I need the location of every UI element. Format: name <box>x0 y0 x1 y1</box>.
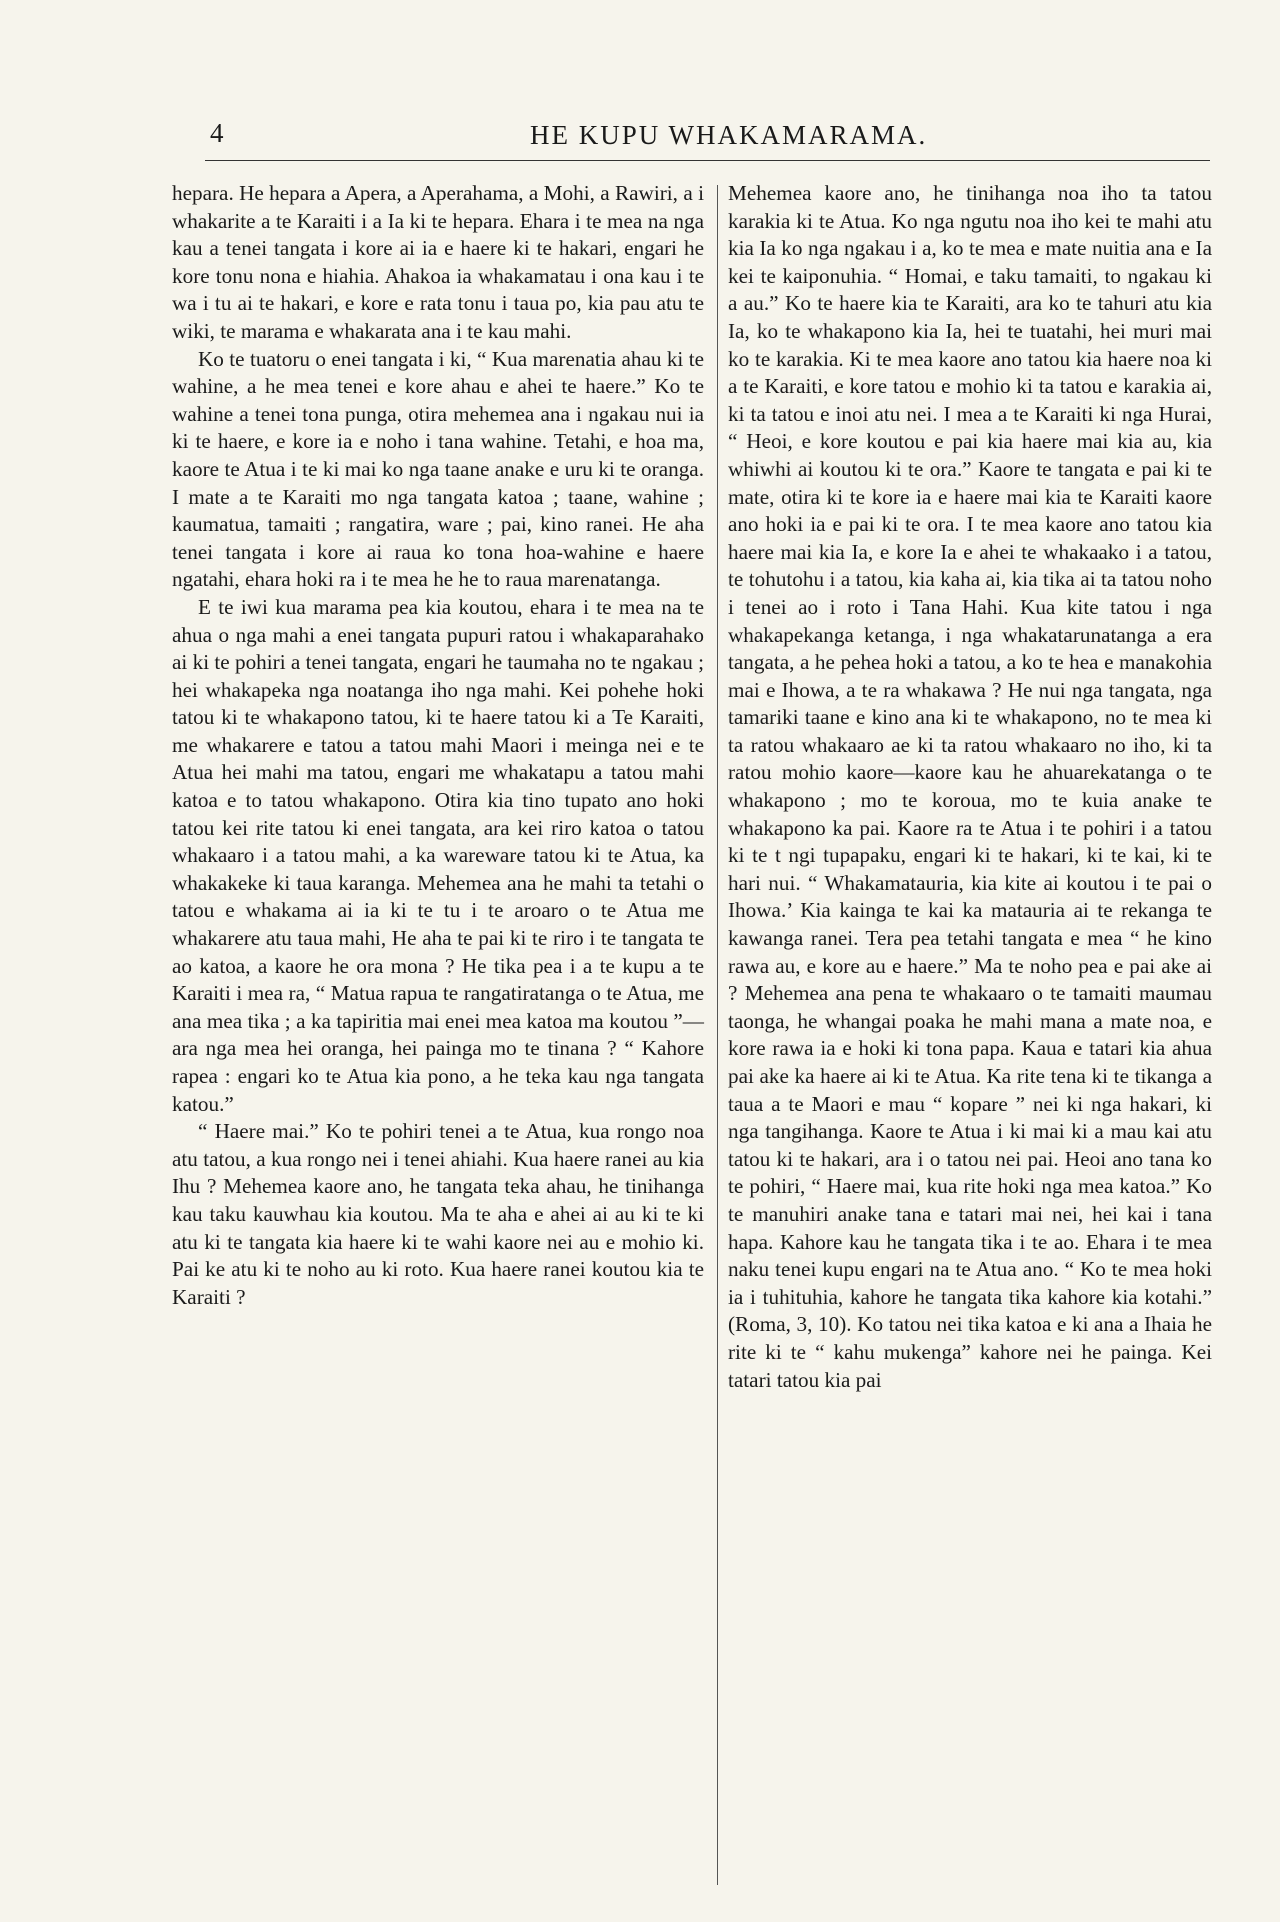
header-rule <box>205 160 1210 161</box>
paragraph: Mehemea kaore ano, he tinihanga noa iho ta tatou karakia ki te Atua. Ko nga ngutu noa iho kei te mahi atu kia Ia ko nga ngakau i a, ko te mea e mate nuitia ana e Ia kei te kaiponuhia. “ Homai, e taku tamaiti, to ngakau ki a au.” Ko te haere kia te Karaiti, ara ko te tahuri atu kia Ia, ko te whakapono kia Ia, hei te tuatahi, hei muri mai ko te karakia. Ki te mea kaore ano tatou kia haere noa ki a te Karaiti, e kore tatou e mohio ki ta tatou e karakia ai, ki ta tatou e inoi atu nei. I mea a te Karaiti ki nga Hurai, “ Heoi, e kore koutou e pai kia haere mai kia au, kia whiwhi ai koutou ki te ora.” Kaore te tangata e pai ki te mate, otira ki te kore ia e haere mai kia te Karaiti kaore ano hoki ia e pai ki te ora. I te mea kaore ano tatou kia haere mai kia Ia, e kore Ia e ahei te whakaako i a tatou, te tohutohu i a tatou, kia kaha ai, kia tika ai ta tatou noho i tenei ao i roto i Tana Hahi. Kua kite tatou i nga whakapekanga ketanga, i nga whakatarunatanga a era tangata, a he pehea hoki a tatou, a ko te hea e manakohia mai e Ihowa, a te ra whakawa ? He nui nga tangata, nga tamariki taane e kino ana ki te whakapono, no te mea ki ta ratou whakaaro ae ki ta ratou whakaaro no iho, ki ta ratou mohio kaore—kaore kau he ahuarekatanga o te whakapono ; mo te koroua, mo te kuia anake te whakapono ka pai. Kaore ra te Atua i te pohiri i a tatou ki te t ngi tupapaku, engari ki te hakari, ki te kai, ki te hari nui. “ Whakamatauria, kia kite ai koutou i te pai o Ihowa.’ Kia kainga te kai ka matauria ai te rekanga te kawanga ranei. Tera pea tetahi tangata e mea “ he kino rawa au, e kore au e haere.” Ma te noho pea e pai ake ai ? Mehemea ana pena te whakaaro o te tamaiti maumau taonga, he whangai poaka he mahi mana a mate noa, e kore rawa ia e hoki ki tona papa. Kaua e tatari kia ahua pai ake ka haere ai ki te Atua. Ka rite tena ki te tikanga a taua a te Maori e mau “ kopare ” nei ki nga hakari, ki nga tangihanga. Kaore te Atua i ki mai ki a mau kai atu tatou ki te hakari, ara i o tatou nei pai. Heoi ano tana ko te pohiri, “ Haere mai, kua rite hoki nga mea katoa.” Ko te manuhiri anake tana e tatari mai nei, hei kai i tana hapa. Kahore kau he tangata tika i te ao. Ehara i te mea naku tenei kupu engari na te Atua ano. “ Ko te mea hoki ia i tuhituhia, kahore he tangata tika kahore kia kotahi.” (Roma, 3, 10). Ko tatou nei tika katoa e ki ana a Ihaia he rite ki te “ kahu mukenga” kahore nei he painga. Kei tatari tatou kia pai <box>728 181 1212 1392</box>
running-title: HE KUPU WHAKAMARAMA. <box>530 120 928 150</box>
right-column <box>728 180 1212 1394</box>
paragraph: Ko te tuatoru o enei tangata i ki, “ Kua marenatia ahau ki te wahine, a he mea tenei e kore ahau e ahei te haere.” Ko te wahine a tenei tona punga, otira mehemea ana i ngakau nui ia ki te haere, e kore ia e noho i tana wahine. Tetahi, e hoa ma, kaore te Atua i te ki mai ko nga taane anake e uru ki te oranga. I mate a te Karaiti mo nga tangata katoa ; taane, wahine ; kaumatua, tamaiti ; rangatira, ware ; pai, kino ranei. He aha tenei tangata i kore ai raua ko tona hoa-wahine e haere ngatahi, ehara hoki ra i te mea he he to raua marenatanga. <box>172 346 704 592</box>
column-divider <box>717 185 718 1885</box>
paragraph: hepara. He hepara a Apera, a Aperahama, a Mohi, a Rawiri, a i whakarite a te Karaiti i a Ia ki te hepara. Ehara i te mea na nga kau a tenei tangata i kore ai ia e haere ki te hakari, engari he kore tonu nona e hiahia. Ahakoa ia whakamatau i ona kau i te wa i tu ai te hakari, e kore e rata tonu i taua po, kia pau atu te wiki, te marama e whakarata ana i te kau mahi. <box>172 181 704 343</box>
left-column <box>172 180 704 1311</box>
paragraph: E te iwi kua marama pea kia koutou, ehara i te mea na te ahua o nga mahi a enei tangata pupuri ratou i whakaparahako ai ki te pohiri a tenei tangata, engari he taumaha no te ngakau ; hei whakapeka nga noatanga iho nga mahi. Kei pohehe hoki tatou ki te whakapono tatou, ki te haere tatou ki a Te Karaiti, me whakarere e tatou a tatou mahi Maori i meinga nei e te Atua hei mahi ma tatou, engari me whakatapu a tatou mahi katoa e to tatou whakapono. Otira kia tino tupato ano hoki tatou kei rite tatou ki enei tangata, ara kei riro katoa o tatou whakaaro i a tatou mahi, a ka wareware tatou ki te Atua, ka whakakeke ki taua karanga. Mehemea ana he mahi ta tetahi o tatou e whakama ai ia ki te tu i te aroaro o te Atua me whakarere atu taua mahi, He aha te pai ki te riro i te tangata te ao katoa, a kaore he ora mona ? He tika pea i a te kupu a te Karaiti i mea ra, “ Matua rapua te rangatiratanga o te Atua, me ana mea tika ; a ka tapiritia mai enei mea katoa ma koutou ”—ara nga mea hei oranga, hei painga mo te tinana ? “ Kahore rapea : engari ko te Atua kia pono, a he teka kau nga tangata katou.” <box>172 594 704 1116</box>
paragraph: “ Haere mai.” Ko te pohiri tenei a te Atua, kua rongo noa atu tatou, a kua rongo nei i tenei ahiahi. Kua haere ranei au kia Ihu ? Mehemea kaore ano, he tangata teka ahau, he tinihanga kau taku kauwhau kia koutou. Ma te aha e ahei ai au ki te ki atu ki te tangata kia haere ki te wahi kaore nei au e mohio ki. Pai ke atu ki te noho au ki roto. Kua haere ranei koutou kia te Karaiti ? <box>172 1119 704 1309</box>
page-number: 4 <box>210 118 224 148</box>
